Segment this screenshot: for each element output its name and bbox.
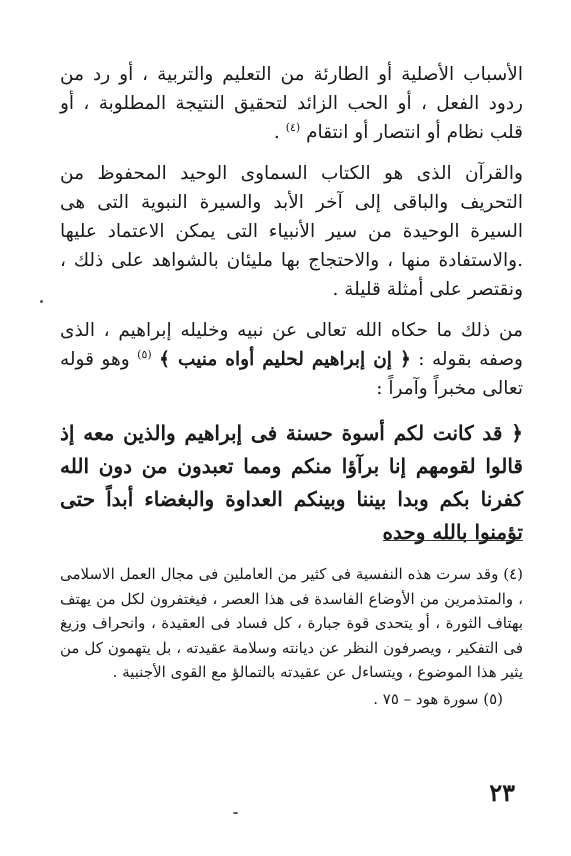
page-number: ٢٣ — [489, 778, 515, 807]
footnote-separator — [383, 540, 523, 541]
footnote-ref-5: (٥) — [137, 347, 152, 361]
scan-speck — [233, 812, 238, 814]
paragraph-1-text: الأسباب الأصلية أو الطارئة من التعليم والتربية ، أو رد من ردود الفعل ، أو الحب الزائد لتحقيق النتيجة المطلوبة ، أو قلب نظام أو انتصار أو انتقام — [60, 64, 523, 143]
main-text — [60, 60, 523, 549]
paragraph-3 — [60, 316, 523, 403]
paragraph-2 — [60, 159, 523, 304]
quran-quote: ﴿ إن إبراهيم لحليم أواه منيب ﴾ — [159, 349, 411, 370]
paragraph-3-text-after: وهو قوله تعالى مخبراً وآمراً : — [60, 349, 523, 399]
footnote-5: (٥) سورة هود – ٧٥ . — [373, 689, 503, 708]
paragraph-1-tail: . — [273, 122, 286, 143]
paragraph-1 — [60, 60, 523, 147]
footnote-4: (٤) وقد سرت هذه النفسية فى كثير من العاملين فى مجال العمل الاسلامى ، والمتذمرين من الأوضاع الفاسدة فى هذا العصر ، فيغتفرون لكل من يهتف بهتاف الثورة ، أو يتحدى قوة جبارة ، كل فساد فى العقيدة ، وانحراف وزيغ فى التفكير ، ويصرفون النظر عن ديانته وسلامة عقيدته ، بل يتهمون كل من يثير هذا الموضوع ، ويتساءل عن عقيدته بالتمالؤ مع القوى الأجنبية . — [60, 565, 523, 681]
quran-verse: ﴿ قد كانت لكم أسوة حسنة فى إبراهيم والذين معه إذ قالوا لقومهم إنا برآؤا منكم ومما تعبدون من دون الله كفرنا بكم وبدا بيننا وبينكم العداوة والبغضاء أبداً حتى تؤمنوا بالله وحده — [60, 421, 523, 544]
paragraph-2-text: والقرآن الذى هو الكتاب السماوى الوحيد المحفوظ من التحريف والباقى إلى آخر الأبد والسيرة النبوية التى هى السيرة الوحيدة من سير الأنبياء التى يمكن الاعتماد عليها .والاستفادة منها ، والاحتجاج بها مليئان بالشواهد على ذلك ، ونقتصر على أمثلة قليلة . — [60, 163, 523, 300]
footnote-ref-4: (٤) — [285, 120, 301, 134]
paragraph-3-text-before: من ذلك ما حكاه الله تعالى عن نبيه وخليله إبراهيم ، الذى وصفه بقوله : — [60, 320, 523, 370]
scan-speck — [40, 300, 43, 303]
footnotes — [60, 562, 523, 711]
